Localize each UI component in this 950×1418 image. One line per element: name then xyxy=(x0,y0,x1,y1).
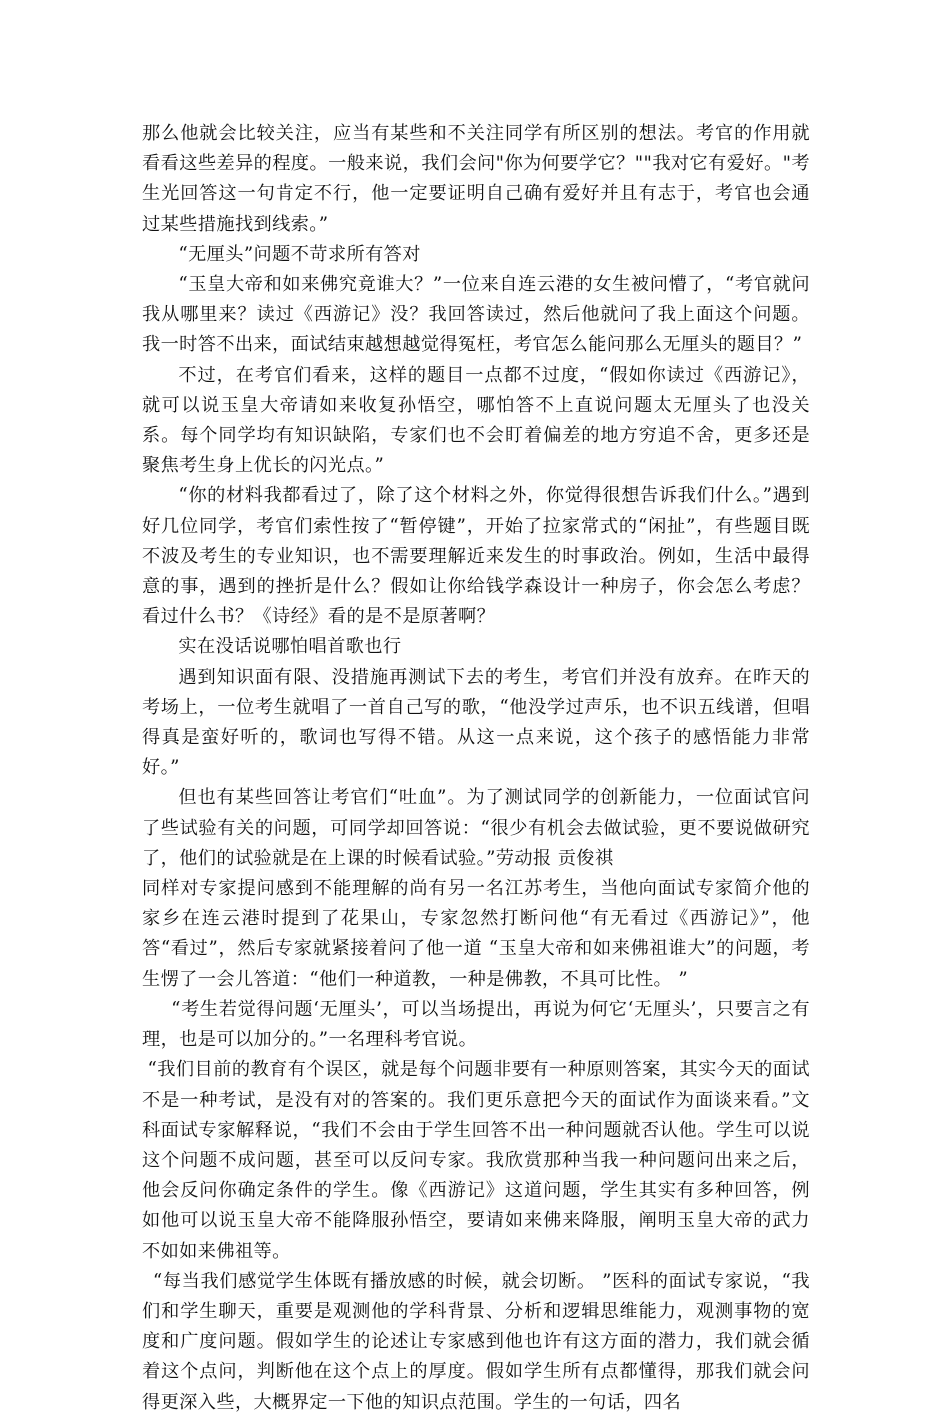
document-body xyxy=(142,119,810,1418)
paragraph: 同样对专家提问感到不能理解的尚有另一名江苏考生，当他向面试专家简介他的家乡在连云港时提到了花果山，专家忽然打断问他“有无看过《西游记》”，他答“看过”，然后专家就紧接着问了他一道 “玉皇大帝和如来佛祖谁大”的问题，考生愣了一会儿答道：“他们一种道教，一种是佛教，不具可比性。 ” xyxy=(142,878,810,990)
paragraph: 不过，在考官们看来，这样的题目一点都不过度，“假如你读过《西游记》，就可以说玉皇大帝请如来收复孙悟空，哪怕答不上直说问题太无厘头了也没关系。每个同学均有知识缺陷，专家们也不会盯着偏差的地方穷追不舍，更多还是聚焦考生身上优长的闪光点。” xyxy=(142,364,810,477)
paragraph: “每当我们感觉学生体既有播放感的时候，就会切断。 ”医科的面试专家说，“我们和学生聊天，重要是观测他的学科背景、分析和逻辑思维能力，观测事物的宽度和广度问题。假如学生的论述让专家感到他也许有这方面的潜力，我们就会循着这个点问，判断他在这个点上的厚度。假如学生所有点都懂得，那我们就会问得更深入些，大概界定一下他的知识点范围。学生的一句话，四名 xyxy=(142,1270,810,1413)
section-heading: “无厘头”问题不苛求所有答对 xyxy=(178,243,421,265)
paragraph: “我们目前的教育有个误区，就是每个问题非要有一种原则答案，其实今天的面试不是一种考试，是没有对的答案的。我们更乐意把今天的面试作为面谈来看。”文科面试专家解释说，“我们不会由于学生回答不出一种问题就否认他。学生可以说这个问题不成问题，甚至可以反问专家。我欣赏那种当我一种问题问出来之后，他会反问你确定条件的学生。像《西游记》这道问题，学生其实有多种回答，例如他可以说玉皇大帝不能降服孙悟空，要请如来佛来降服，阐明玉皇大帝的武力不如如来佛祖等。 xyxy=(142,1059,810,1262)
paragraph: “考生若觉得问题‘无厘头’，可以当场提出，再说为何它‘无厘头’，只要言之有理，也是可以加分的。”一名理科考官说。 xyxy=(142,998,810,1051)
paragraph: 但也有某些回答让考官们“吐血”。为了测试同学的创新能力，一位面试官问了些试验有关的问题，可同学却回答说：“很少有机会去做试验，更不要说做研究了，他们的试验就是在上课的时候看试验。”劳动报 贡俊祺 xyxy=(142,787,810,869)
section-heading: 实在没话说哪怕唱首歌也行 xyxy=(178,636,402,658)
paragraph: “你的材料我都看过了，除了这个材料之外，你觉得很想告诉我们什么。”遇到好几位同学，考官们索性按了“暂停键”，开始了拉家常式的“闲扯”，有些题目既不波及考生的专业知识，也不需要理解近来发生的时事政治。例如，生活中最得意的事，遇到的挫折是什么？假如让你给钱学森设计一种房子，你会怎么考虑？看过什么书？《诗经》看的是不是原著啊？ xyxy=(142,485,810,628)
paragraph: 那么他就会比较关注，应当有某些和不关注同学有所区别的想法。考官的作用就看看这些差异的程度。一般来说，我们会问"你为何要学它？""我对它有爱好。"考生光回答这一句肯定不行，他一定要证明自己确有爱好并且有志于，考官也会通过某些措施找到线索。” xyxy=(142,123,810,235)
paragraph: 遇到知识面有限、没措施再测试下去的考生，考官们并没有放弃。在昨天的考场上，一位考生就唱了一首自己写的歌，“他没学过声乐，也不识五线谱，但唱得真是蛮好听的，歌词也写得不错。从这一点来说，这个孩子的感悟能力非常好。” xyxy=(142,666,810,779)
paragraph: “玉皇大帝和如来佛究竟谁大？”一位来自连云港的女生被问懵了，“考官就问我从哪里来？读过《西游记》没？我回答读过，然后他就问了我上面这个问题。我一时答不出来，面试结束越想越觉得冤枉，考官怎么能问那么无厘头的题目？” xyxy=(142,274,810,356)
